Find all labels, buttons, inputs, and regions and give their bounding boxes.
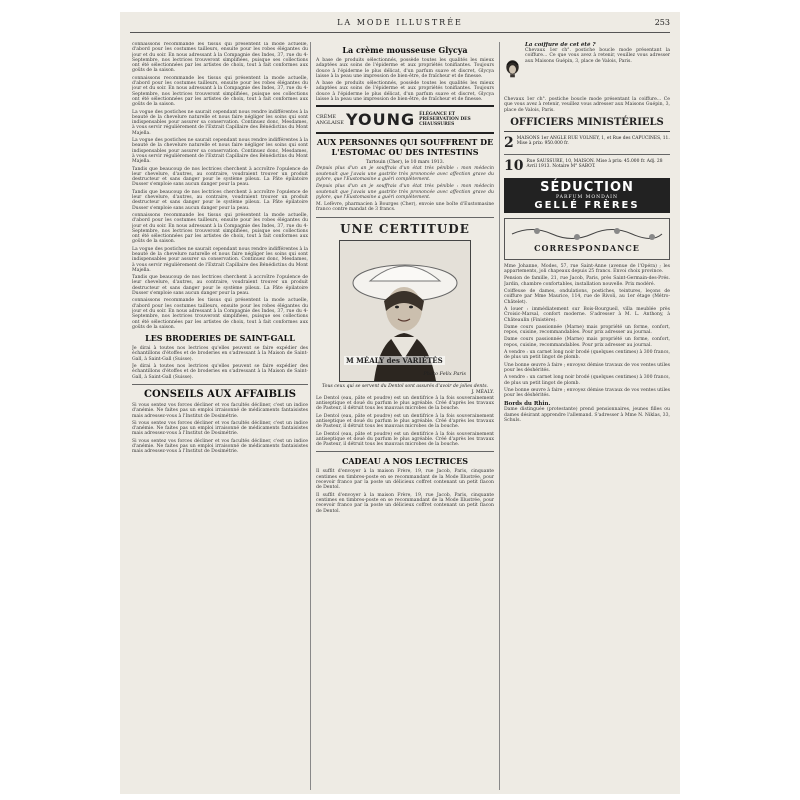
column-text: La vogue des postiches ne saurait cependant nous rendre indifférentes à la beauté de la chevelure naturelle et nous faire négliger les soins qui sont indispensables pour assurer sa conservation. Continuez donc, Mesdames, à vous servir régulièrement de l'Extrait Capillaire des Bénédictins du Mont Majella.: [132, 138, 308, 165]
divider: [132, 384, 308, 385]
column-text: Tandis que beaucoup de nos lectrices cherchent à accroître l'opulence de leur chevelure, d'autres, au contraire, voudraient trouver un produit destructeur et sans danger pour le système pileux. La Pâte épilatoire Dusser s'emploie sans aucun danger pour la peau.: [132, 166, 308, 188]
column-text: A base de produits sélectionnés, possède toutes les qualités les mieux adaptées aux soins de l'épiderme et aux propriétés tonifiantes. Toujours douce à l'épiderme le plus délicat, d'un parfum suave et discret, Glycya laisse à la peau une impression de bien-être, de fraîcheur et de finesse.: [316, 58, 494, 79]
column-rule-2: [499, 42, 500, 790]
young-advertisement: [316, 105, 494, 134]
maison-number: 10: [504, 157, 524, 174]
column-text: A vendre : un carnet long noir brodé (quelques centimes) à 300 francs, de plus un petit lingot de plomb.: [504, 375, 670, 386]
column-text: connaissons recommande les tissus qui présentent la mode actuelle, d'abord pour les costumes tailleurs, ensuite pour les robes élégantes du jour et du soir. En nous adressant à la Compagnie des Indes, 37, rue du 4-Septembre, nos lectrices trouveront simplifiées, puisque ses collections ont été sélectionnées par les artistes de choix, tout à fait conformes aux goûts de la saison.: [132, 298, 308, 330]
column-text: Le Dentol (eau, pâte et poudre) est un dentifrice à la fois souverainement antiseptique et doué du parfum le plus agréable. Créé d'après les travaux de Pasteur, il détruit tous les mauvais microbes de la bouche.: [316, 431, 494, 448]
column-text: Il suffit d'envoyer à la maison Frère, 19, rue Jacob, Paris, cinquante centimes en timbres-poste en se recommandant de la Mode Illustrée, pour recevoir franco par la poste un délicieux coffret contenant un petit flacon de Dentol.: [316, 469, 494, 491]
column-text: connaissons recommande les tissus qui présentent la mode actuelle, d'abord pour les costumes tailleurs, ensuite pour les robes élégantes du jour et du soir. En nous adressant à la Compagnie des Indes, 37, rue du 4-Septembre, nos lectrices trouveront simplifiées, puisque ses collections ont été sélectionnées par les artistes de choix, tout à fait conformes aux goûts de la saison.: [132, 42, 308, 74]
heading-estomac: AUX PERSONNES QUI SOUFFRENT DE L'ESTOMAC OU DES INTESTINS: [316, 137, 494, 158]
divider: [316, 217, 494, 218]
column-right: [504, 42, 670, 790]
floral-ornament-icon: [507, 225, 667, 243]
heading-rhin: Bords du Rhin.: [504, 401, 551, 408]
column-rule-1: [310, 42, 311, 790]
column-text: Dame cours passionnée (Marne) mais propriété un forme, confort, repos, cuisine, recommandables. Pour prix adresser au journal.: [504, 324, 670, 336]
column-text: M. Lefèvre, pharmacien à Bourges (Cher), envoie une boîte d'Eustomasine franco contre mandat de 3 francs.: [316, 202, 494, 213]
seduction-advertisement: [504, 178, 670, 213]
correspondance-label: CORRESPONDANCE: [534, 242, 640, 253]
column-text: Le Dentol (eau, pâte et poudre) est un dentifrice à la fois souverainement antiseptique et doué du parfum le plus agréable. Créé d'après les travaux de Pasteur, il détruit tous les mauvais microbes de la bouche.: [316, 413, 494, 430]
page-number: 253: [654, 18, 670, 27]
column-text: Le Dentol (eau, pâte et poudre) est un dentifrice à la fois souverainement antiseptique et doué du parfum le plus agréable. Créé d'après les travaux de Pasteur, il détruit tous les mauvais microbes de la bouche.: [316, 395, 494, 412]
publication-title: LA MODE ILLUSTRÉE: [337, 18, 463, 27]
column-text: Dame cours passionnée (Marne) mais propriété un forme, confort, repos, cuisine, recommandables. Pour prix adresser au journal.: [504, 337, 670, 348]
column-text: Mme Johanne, Modes, 57, rue Saint-Anne (avenue de l'Opéra) ; les appartements, joli chapeaux depuis 25 francs. Envoi choix province.: [504, 263, 670, 275]
column-text: Tandis que beaucoup de nos lectrices cherchent à accroître l'opulence de leur chevelure, d'autres, au contraire, voudraient trouver un produit destructeur et sans danger pour le système pileux. La Pâte épilatoire Dusser s'emploie sans aucun danger pour la peau.: [132, 189, 308, 211]
column-text: Je dirai à toutes nos lectrices qu'elles peuvent se faire expédier des échantillons d'étoffes et de broderies en s'adressant à la Maison de Saint-Gall, à Saint-Gall (Suisse).: [132, 346, 308, 362]
hat-ad-text: Chevaux 1er ch°. postiche boucle mode présentant la coiffure... Ce que vous avez à retenir, veuillez vous adresser aux Maisons Guépin, 3, place de Valois, Paris.: [525, 48, 670, 64]
column-text: Si vous sentez vos forces décliner et vos facultés décliner, c'est un indice d'anémie. Ne faites pas un emploi irraisonné de médicaments fantaisistes mais adressez-vous à l'Institut de Dosimétrie.: [132, 438, 308, 455]
heading-cadeau: CADEAU A NOS LECTRICES: [341, 456, 469, 467]
column-left: [132, 42, 308, 790]
column-text: Une bonne œuvre à faire ; envoyez démise travaux de vos ventes utiles pour les déshérités.: [504, 387, 670, 399]
hat-advertisement: [504, 42, 670, 94]
newspaper-page: [120, 12, 680, 794]
column-text: Depuis plus d'un an je souffrais d'un état très pénible : mon médecin soutenait que j'avais une gastrite très prononcée avec affection grave du pylore, que l'Eustomasine a guéri complètement.: [316, 184, 494, 200]
column-text: A louer : immédiatement sur Bois-Bourgueil, villa meublée près Croisic-Marsal, confort moderne. S'adresser à M. L. Anthony, à Châteaulin (Finistère).: [504, 306, 670, 323]
seduction-brand: GELLÉ FRÈRES: [534, 199, 640, 211]
young-right-text: ÉLÉGANCE ET PRÉSERVATION DES CHAUSSURES: [419, 112, 471, 128]
maison-number: 2: [504, 134, 514, 151]
heading-conseils: CONSEILS AUX AFFAIBLIS: [144, 388, 296, 400]
divider: [504, 154, 670, 155]
column-text: Coiffeuse de dames, ondulations, postiches, teintures, leçons de coiffure par Mme Maurice, 114, rue de Rivoli, au 1er étage (Métro-Châtelet).: [504, 289, 670, 305]
seduction-title: SÉDUCTION: [540, 179, 634, 195]
column-text: Pension de famille, 21, rue Jacob, Paris, près Saint-Germain-des-Prés. Jardin, chambre confortables, installation nouvelle. Prix modéré.: [504, 276, 670, 287]
column-middle: [316, 42, 494, 790]
column-text: Dame distinguée (protestante) prend pensionnaires, jeunes filles ou dames désirant apprendre l'allemand. S'adresser à Mme N. Niklas, 33, Schuls.: [504, 407, 670, 424]
heading-glycya: La crème mousseuse Glycya: [342, 45, 468, 55]
column-text: Si vous sentez vos forces décliner et vos facultés décliner, c'est un indice d'anémie. Ne faites pas un emploi irraisonné de médicaments fantaisistes mais adressez-vous à l'Institut de Dosimétrie.: [132, 402, 308, 419]
quote: Tous ceux qui se servent du Dentol sont assurés d'avoir de jolies dents.: [321, 383, 489, 389]
column-text: Il suffit d'envoyer à la maison Frère, 19, rue Jacob, Paris, cinquante centimes en timbres-poste en se recommandant de la Mode Illustrée, pour recevoir franco par la poste un délicieux coffret contenant un petit flacon de Dentol.: [316, 492, 494, 514]
photo-caption: M MÉALY des VARIÉTÉS: [346, 355, 443, 365]
page-header: [130, 18, 670, 33]
column-text: Chevaux 1er ch°. postiche boucle mode présentant la coiffure... Ce que vous avez à retenir, veuillez vous adresser aux Maisons Guépin, 3, place de Valois, Paris.: [504, 97, 670, 113]
quote-signature: J. MÉALY.: [471, 389, 494, 395]
seduction-subtitle: PARFUM MONDAIN: [556, 194, 618, 200]
column-text: A base de produits sélectionnés, possède toutes les qualités les mieux adaptées aux soins de l'épiderme et aux propriétés tonifiantes. Toujours douce à l'épiderme le plus délicat, d'un parfum suave et discret, Glycya laisse à la peau une impression de bien-être, de fraîcheur et de finesse.: [316, 81, 494, 103]
column-text: connaissons recommande les tissus qui présentent la mode actuelle, d'abord pour les costumes tailleurs, ensuite pour les robes élégantes du jour et du soir. En nous adressant à la Compagnie des Indes, 37, rue du 4-Septembre, nos lectrices trouveront simplifiées, puisque ses collections ont été sélectionnées par les artistes de choix, tout à fait conformes aux goûts de la saison.: [132, 212, 308, 245]
column-text: connaissons recommande les tissus qui présentent la mode actuelle, d'abord pour les costumes tailleurs, ensuite pour les robes élégantes du jour et du soir. En nous adressant à la Compagnie des Indes, 37, rue du 4-Septembre, nos lectrices trouveront simplifiées, puisque ses collections ont été sélectionnées par les artistes de choix, tout à fait conformes aux goûts de la saison.: [132, 75, 308, 108]
photo-credit: Photo Felix Paris: [423, 370, 466, 377]
maison-text: Rue SAUSSURE, 10, MAISON. Mise à prix: 45.000 fr. Adj. 28 Avril 1913. Notaire M° SABOT.: [526, 158, 663, 169]
young-left-text: CRÈME ANGLAISE: [316, 113, 344, 126]
divider: [316, 451, 494, 452]
correspondance-banner: [504, 218, 670, 260]
portrait-photo: [339, 240, 471, 382]
column-text: La vogue des postiches ne saurait cependant nous rendre indifférentes à la beauté de la chevelure naturelle et nous faire négliger les soins qui sont indispensables pour assurer sa conservation. Continuez donc, Mesdames, à vous servir régulièrement de l'Extrait Capillaire des Bénédictins du Mont Majella.: [132, 109, 308, 136]
column-text: Une bonne œuvre à faire ; envoyez démise travaux de vos ventes utiles pour les déshérités.: [504, 362, 670, 373]
hat-ad-title: La coiffure de cet été ?: [525, 42, 596, 48]
heading-broderies: LES BRODERIES DE SAINT-GALL: [145, 333, 295, 344]
column-text: Depuis plus d'un an je souffrais d'un état très pénible : mon médecin soutenait que j'avais une gastrite très prononcée avec affection grave du pylore, que l'Eustomasine a guéri complètement.: [316, 166, 494, 182]
maison-listing-1: [504, 136, 670, 150]
column-text: Je dirai à toutes nos lectrices qu'elles peuvent se faire expédier des échantillons d'étoffes et de broderies en s'adressant à la Maison de Saint-Gall, à Saint-Gall (Suisse).: [132, 364, 308, 380]
dateline: Tartouin (Cher), le 10 mars 1913.: [365, 160, 445, 166]
heading-certitude: UNE CERTITUDE: [340, 221, 470, 236]
column-text: Tandis que beaucoup de nos lectrices cherchent à accroître l'opulence de leur chevelure, d'autres, au contraire, voudraient trouver un produit destructeur et sans danger pour le système pileux. La Pâte épilatoire Dusser s'emploie sans aucun danger pour la peau.: [132, 275, 308, 297]
column-text: La vogue des postiches ne saurait cependant nous rendre indifférentes à la beauté de la chevelure naturelle et nous faire négliger les soins qui sont indispensables pour assurer sa conservation. Continuez donc, Mesdames, à vous servir régulièrement de l'Extrait Capillaire des Bénédictins du Mont Majella.: [132, 246, 308, 273]
coiffure-illustration: [504, 42, 521, 94]
column-text: A vendre : un carnet long noir brodé (quelques centimes) à 300 francs, de plus un petit lingot de plomb.: [504, 350, 670, 361]
heading-officiers: OFFICIERS MINISTÉRIELS: [504, 117, 670, 132]
maison-listing-2: [504, 159, 670, 173]
maison-text: MAISONS 1er ANGLE RUE VOLNEY, 1, et Rue des CAPUCINES, 11. Mise à prix: 950.000 fr.: [516, 135, 670, 146]
young-brand: YOUNG: [346, 110, 416, 130]
column-text: Si vous sentez vos forces décliner et vos facultés décliner, c'est un indice d'anémie. Ne faites pas un emploi irraisonné de médicaments fantaisistes mais adressez-vous à l'Institut de Dosimétrie.: [132, 420, 308, 437]
